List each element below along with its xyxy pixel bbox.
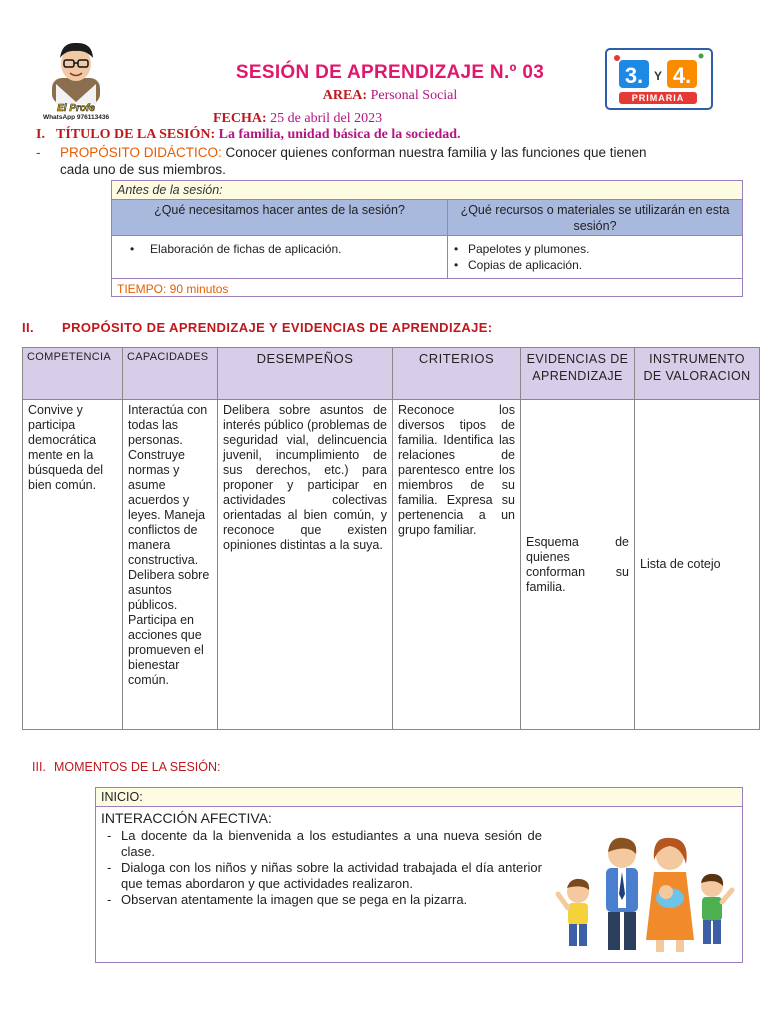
th-desempenos: DESEMPEÑOS [218,348,393,400]
th-criterios: CRITERIOS [393,348,521,400]
section-3-number: III. [32,760,46,774]
table-header-row [23,348,760,400]
list-item: - Dialoga con los niños y niñas sobre la actividad trabajada el día anterior que temas abordaron y que actividades realizaron. [101,860,542,892]
cell-evidencias: Esquema de quienes conforman su familia. [521,400,635,730]
section-1-number: I. [36,127,45,142]
grade-4-text: 4. [672,63,692,88]
antes-col-2 [448,200,742,279]
page-title: SESIÓN DE APRENDIZAJE N.º 03 [235,62,545,83]
area-label: AREA: [322,88,368,103]
table-row [23,400,760,730]
th-evidencias: EVIDENCIAS DE APRENDIZAJE [521,348,635,400]
antes-col-1-header: ¿Qué necesitamos hacer antes de la sesión? [112,200,447,236]
section-3-label: MOMENTOS DE LA SESIÓN: [54,760,221,774]
cell-competencia: Convive y participa democrática mente en la búsqueda del bien común. [23,400,123,730]
area-line [170,88,610,104]
primaria-text: PRIMARIA [631,93,685,103]
section-1-label: TÍTULO DE LA SESIÓN: [56,127,216,142]
antes-col-1 [112,200,448,279]
logo-brand-text: El Profe [57,103,95,114]
el-profe-logo [36,38,116,120]
cell-capacidades: Interactúa con todas las personas. Construye normas y asume acuerdos y leyes. Maneja conflictos de manera constructiva. Delibera sobre asuntos públicos. Participa en acciones que promueven el bienestar común. [123,400,218,730]
grade-badge [605,48,713,110]
section-2-number: II. [22,320,35,335]
th-capacidades: CAPACIDADES [123,348,218,400]
cell-instrumento: Lista de cotejo [635,400,760,730]
purpose-line-1: Conocer quienes conforman nuestra familia y las funciones que tienen [225,145,647,160]
fecha-label: FECHA: [213,111,267,126]
purpose-dash: - [36,145,41,160]
cell-desempenos: Delibera sobre asuntos de interés público (problemas de seguridad vial, delincuencia juvenil, incumplimiento de sus derechos, etc.) para proponer y participar en actividades colectivas orientadas al bien común, y reconoce que existen opiniones distintas a la suya. [218,400,393,730]
purpose-line-2: cada uno de sus miembros. [60,162,226,177]
antes-col-2-item: • Papelotes y plumones. [454,241,736,257]
interaccion-afectiva-heading: INTERACCIÓN AFECTIVA: [101,810,272,826]
grade-connector-text: Y [653,69,663,83]
th-instrumento: INSTRUMENTO DE VALORACION [635,348,760,400]
list-item: - La docente da la bienvenida a los estudiantes a una nueva sesión de clase. [101,828,542,860]
section-3-title [32,760,220,774]
inicio-list [101,828,542,908]
antes-col-2-header: ¿Qué recursos o materiales se utilizarán en esta sesión? [448,200,742,236]
fecha-line [213,111,382,127]
proposito-didactico [36,144,742,178]
tiempo-text: TIEMPO: 90 minutos [117,282,229,296]
logo-caption-text: WhatsApp 976113436 [42,114,110,120]
section-2-label: PROPÓSITO DE APRENDIZAJE Y EVIDENCIAS DE APRENDIZAJE: [62,320,493,335]
section-2-title [22,320,493,335]
antes-col-2-item: • Copias de aplicación. [454,257,736,273]
inicio-heading: INICIO: [96,788,742,807]
antes-heading: Antes de la sesión: [112,181,742,200]
family-illustration [548,820,738,960]
cell-criterios: Reconoce los diversos tipos de familia. Identifica las relaciones de parentesco entre los miembros de su familia. Expresa su pertenencia a un grupo familiar. [393,400,521,730]
area-value: Personal Social [370,88,458,103]
momentos-box [95,787,743,963]
list-item: - Observan atentamente la imagen que se pega en la pizarra. [101,892,542,908]
grade-3-text: 3. [624,63,644,88]
competencias-table [22,347,760,730]
th-competencia: COMPETENCIA [23,348,123,400]
antes-col-1-item: • Elaboración de fichas de aplicación. [118,241,441,257]
antes-de-la-sesion-table [111,180,743,297]
fecha-value: 25 de abril del 2023 [270,111,383,126]
section-1-value: La familia, unidad básica de la sociedad. [218,127,461,142]
purpose-label: PROPÓSITO DIDÁCTICO: [60,145,222,160]
section-1-title [36,127,461,143]
